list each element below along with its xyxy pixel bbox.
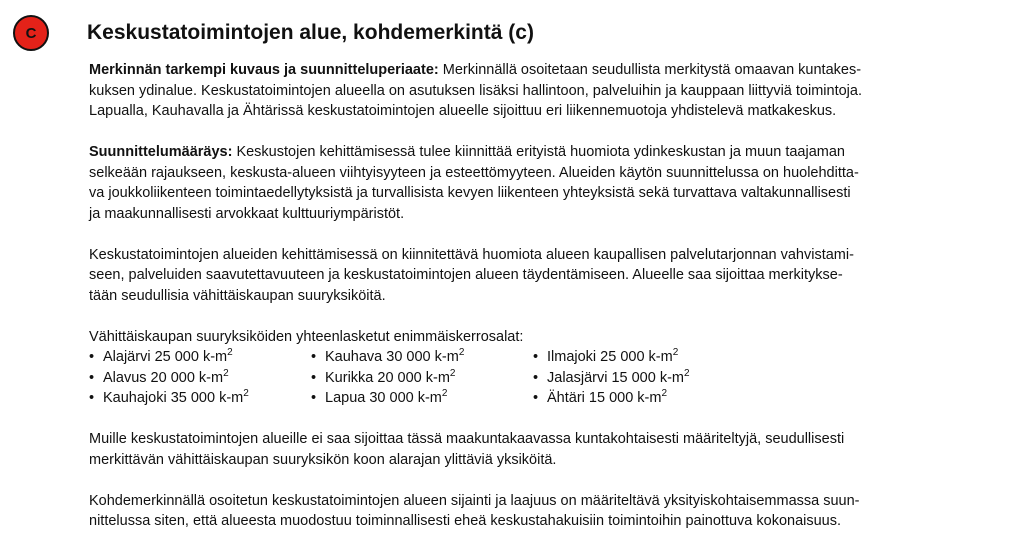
development-paragraph (89, 245, 1014, 307)
restriction-line: Muille keskustatoimintojen alueille ei saa sijoittaa tässä maakuntakaavassa kuntakohtaisesti määriteltyjä, seudullisesti (89, 431, 845, 447)
regulation-paragraph (89, 142, 1014, 224)
development-line: Keskustatoimintojen alueiden kehittämisessä on kiinnitettävä huomiota alueen kaupallisen palvelutarjonnan vahvistami- (89, 246, 854, 263)
list-item: • Ähtäri 15 000 $k-m^2$ (533, 388, 668, 406)
location-paragraph (89, 491, 1014, 532)
list-item: • Kurikka 20 000 $k-m^2$ (311, 367, 456, 386)
description-label: Merkinnän tarkempi kuvaus ja suunnitteluperiaate: (89, 62, 439, 78)
regulation-line: selkeään rajaukseen, keskusta-alueen viihtyisyyteen ja esteettömyyteen. Alueiden käytön suunnittelussa on huolehditta- (89, 164, 859, 181)
list-item: • Ilmajoki 25 000 $k-m^2$ (533, 347, 679, 365)
list-item: • Kauhava 30 000 $k-m^2$ (311, 347, 465, 365)
development-line: tään seudullisia vähittäiskaupan suuryksiköitä. (89, 287, 386, 304)
page-title: Keskustatoimintojen alue, kohdemerkintä (c) (87, 21, 534, 44)
category-c-badge: C (13, 15, 49, 51)
regulation-line: va joukkoliikenteen toimintaedellytyksistä ja turvallisista kevyen liikenteen yhteyksistä sekä turvattava valtakunnallisesti (89, 185, 851, 201)
list-item: • Alajärvi 25 000 $k-m^2$ (89, 347, 233, 365)
quota-column (311, 347, 533, 409)
list-item: • Alavus 20 000 $k-m^2$ (89, 367, 229, 386)
list-item: • Lapua 30 000 $k-m^2$ (311, 388, 448, 406)
quota-intro: Vähittäiskaupan suuryksiköiden yhteenlasketut enimmäiskerrosalat: (89, 328, 524, 345)
document-body (89, 60, 1014, 552)
description-line: kuksen ydinalue. Keskustatoimintojen alueella on asutuksen lisäksi hallintoon, palveluihin ja kauppaan liittyviä toimintoja. (89, 82, 862, 99)
list-item: • Jalasjärvi 15 000 $k-m^2$ (533, 367, 690, 386)
description-paragraph (89, 60, 1014, 122)
restriction-line: merkittävän vähittäiskaupan suuryksikön koon alarajan ylittäviä yksiköitä. (89, 451, 557, 468)
quota-list (89, 347, 1014, 409)
list-item: • Kauhajoki 35 000 $k-m^2$ (89, 388, 249, 406)
restriction-paragraph (89, 429, 1014, 470)
regulation-label: Suunnittelumääräys: (89, 144, 233, 160)
regulation-line: Suunnittelumääräys: Keskustojen kehittämisessä tulee kiinnittää erityistä huomiota ydinkeskustan ja muun taajaman (89, 144, 845, 160)
quota-column (89, 347, 311, 409)
location-line: nittelussa siten, että alueesta muodostuu toiminnallisesti eheä keskustahakuisiin toimintoihin painottuva kokonaisuus. (89, 513, 842, 529)
regulation-line: ja maakunnallisesti arvokkaat kulttuuriympäristöt. (89, 205, 405, 222)
development-line: seen, palveluiden saavutettavuuteen ja keskustatoimintojen alueen täydentämiseen. Alueelle saa sijoittaa merkitykse- (89, 267, 843, 283)
description-line: Merkinnän tarkempi kuvaus ja suunnitteluperiaate: Merkinnällä osoitetaan seudullista merkitystä omaavan kuntakes- (89, 62, 862, 78)
location-line: Kohdemerkinnällä osoitetun keskustatoimintojen alueen sijainti ja laajuus on määriteltävä yksityiskohtaisemmassa suun- (89, 492, 860, 509)
quota-column (533, 347, 755, 409)
description-line: Lapualla, Kauhavalla ja Ähtärissä keskustatoimintojen alueelle sijoittuu eri liikennemuotoja yhdistelevä matkakeskus. (89, 103, 837, 119)
